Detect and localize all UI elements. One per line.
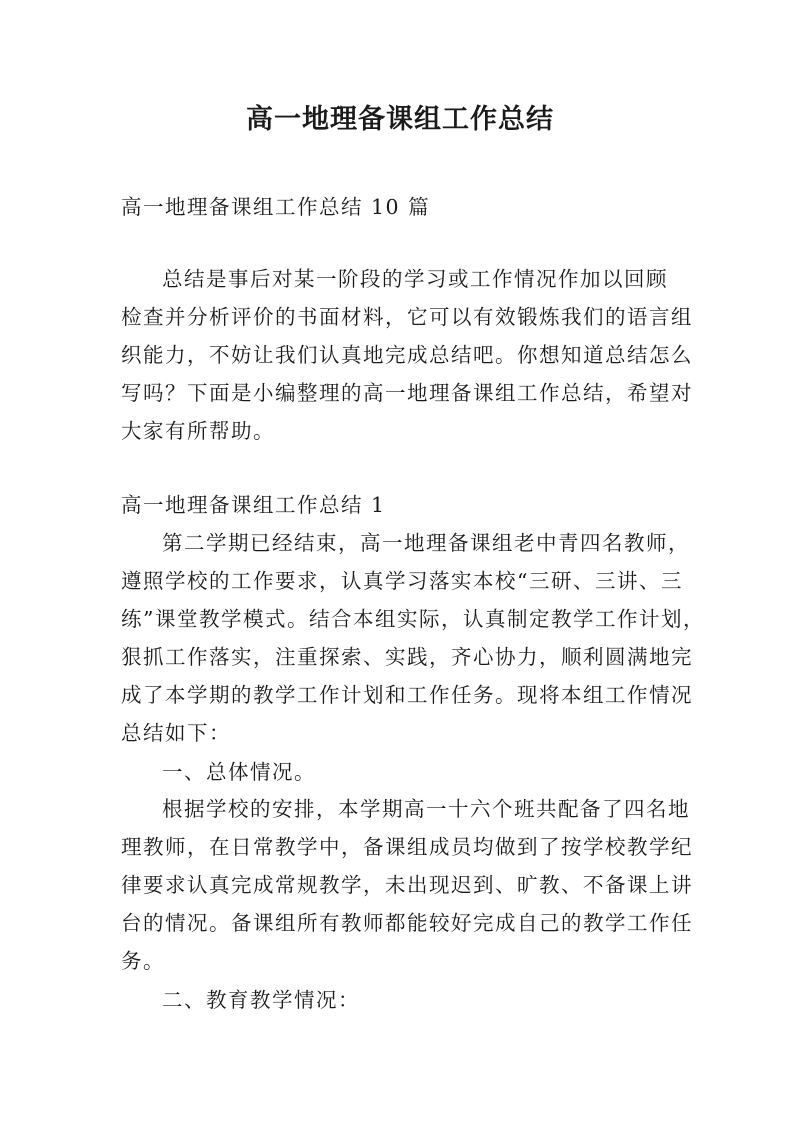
paragraph-line: 狠抓工作落实，注重探索、实践，齐心协力，顺利圆满地完 — [121, 645, 693, 669]
intro-line: 总结是事后对某一阶段的学习或工作情况作加以回顾 — [162, 267, 668, 291]
paragraph-line: 台的情况。备课组所有教师都能较好完成自己的教学工作任 — [121, 911, 693, 935]
intro-paragraph — [121, 260, 693, 450]
intro-line: 检查并分析评价的书面材料，它可以有效锻炼我们的语言组 — [121, 305, 693, 329]
document-subtitle: 高一地理备课组工作总结 10 篇 — [121, 195, 431, 219]
overall-paragraph — [121, 790, 693, 980]
paragraph-line: 根据学校的安排，本学期高一十六个班共配备了四名地 — [162, 797, 690, 821]
paragraph-line: 律要求认真完成常规教学，未出现迟到、旷教、不备课上讲 — [121, 873, 693, 897]
overall-heading: 一、总体情况。 — [162, 760, 316, 784]
intro-line: 写吗？下面是小编整理的高一地理备课组工作总结，希望对 — [121, 381, 693, 405]
paragraph-line: 练”课堂教学模式。结合本组实际，认真制定教学工作计划， — [121, 607, 705, 631]
teaching-heading: 二、教育教学情况： — [162, 988, 360, 1012]
paragraph-line: 成了本学期的教学工作计划和工作任务。现将本组工作情况 — [121, 683, 693, 707]
intro-line: 织能力，不妨让我们认真地完成总结吧。你想知道总结怎么 — [121, 343, 693, 367]
paragraph-line: 总结如下： — [121, 721, 231, 745]
paragraph-line: 务。 — [121, 949, 165, 973]
section-1-paragraph — [121, 524, 705, 752]
paragraph-line: 遵照学校的工作要求，认真学习落实本校“三研、三讲、三 — [121, 569, 683, 593]
paragraph-line: 理教师，在日常教学中，备课组成员均做到了按学校教学纪 — [121, 835, 693, 859]
section-heading: 高一地理备课组工作总结 1 — [121, 493, 386, 517]
paragraph-line: 第二学期已经结束，高一地理备课组老中青四名教师， — [162, 531, 690, 555]
intro-line: 大家有所帮助。 — [121, 419, 275, 443]
document-title: 高一地理备课组工作总结 — [246, 104, 554, 135]
